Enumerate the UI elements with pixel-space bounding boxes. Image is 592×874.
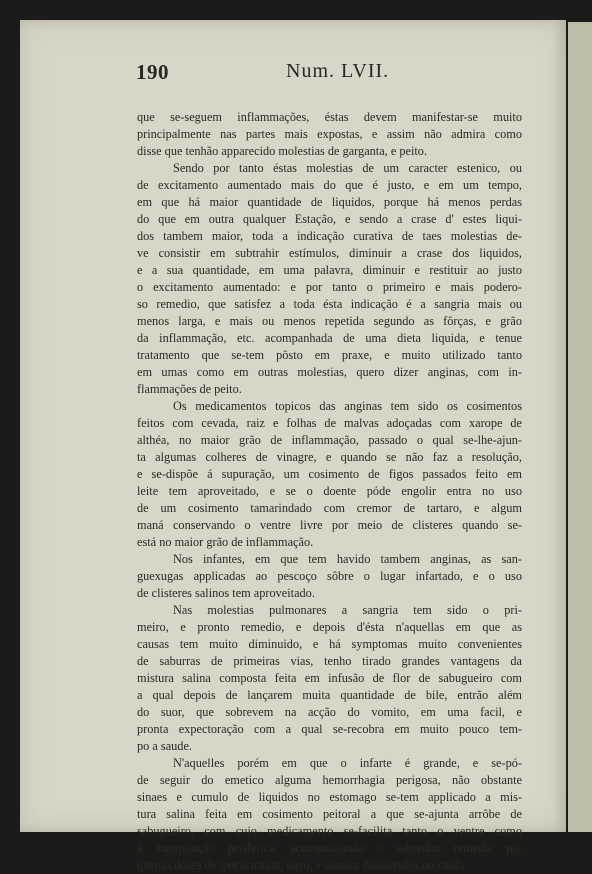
text-line: em umas como em outras molestias, quero dizer anginas, com in- bbox=[137, 365, 522, 379]
text-line: de clisteres salinos tem aproveitado. bbox=[137, 586, 315, 600]
text-line: dos tambem maior, toda a indicação curativa de taes molestias de- bbox=[137, 229, 522, 243]
text-line: ta algumas colheres de vinagre, e quando se não faz a resolução, bbox=[137, 450, 522, 464]
text-line: leite tem aproveitado, e se o doente póde engolir entra no uso bbox=[137, 484, 522, 498]
text-line: do que em outra qualquer Estação, e sendo a crase d' estes liqui- bbox=[137, 212, 522, 226]
text-line: sabugueiro, com cujo medicamento se-facilita tanto o ventre como bbox=[137, 824, 522, 838]
body-text bbox=[137, 109, 522, 874]
text-line: a transpiração periferica, acompanhando o sobredito remedio pe- bbox=[137, 841, 522, 855]
text-line: feitos com cevada, raiz e folhas de malvas adoçadas com xarope de bbox=[137, 416, 522, 430]
text-line: de seguir do emetico alguma hemorrhagia perigosa, não obstante bbox=[137, 773, 522, 787]
paragraph bbox=[137, 602, 522, 755]
text-line: de um cosimento tamarindado com cremor de tartaro, e algum bbox=[137, 501, 522, 515]
text-line: po a saude. bbox=[137, 739, 192, 753]
text-line: so remedio, que satisfez a toda ésta indicação é a sangria mais ou bbox=[137, 297, 522, 311]
text-line: disse que tenhão apparecido molestias de garganta, e peito. bbox=[137, 144, 428, 158]
text-line: pronta expectoração com a qual se-recobra em muito pouco tem- bbox=[137, 722, 522, 736]
text-line: guexugas applicadas ao pescoço sôbre o lugar infartado, e o uso bbox=[137, 569, 522, 583]
text-line: N'aquelles porém em que o infarte é grande, e se-pó- bbox=[173, 756, 522, 770]
text-line: Os medicamentos topicos das anginas tem sido os cosimentos bbox=[173, 399, 522, 413]
paragraph bbox=[137, 755, 522, 874]
next-page-edge bbox=[568, 22, 592, 832]
running-head: Num. LVII. bbox=[286, 60, 390, 82]
text-line: do suor, que sobrevem na acção do vomito, em uma facil, e bbox=[137, 705, 522, 719]
text-line: Sendo por tanto éstas molestias de um caracter estenico, ou bbox=[173, 161, 522, 175]
text-line: quenas dóses de ipecacuanha, nitro, e assucar dissolvidos no caldo bbox=[137, 858, 464, 872]
text-line: em que há maior quantidade de liquidos, porque há menos perdas bbox=[137, 195, 522, 209]
text-line: Nas molestias pulmonares a sangria tem sido o pri- bbox=[173, 603, 522, 617]
text-line: principalmente nas partes mais expostas, e assim não admira como bbox=[137, 127, 522, 141]
text-line: Nos infantes, em que tem havido tambem anginas, as san- bbox=[173, 552, 522, 566]
text-line: a qual depois de lançarem muita quantidade de bile, entrão além bbox=[137, 688, 522, 702]
page-header bbox=[136, 60, 556, 86]
paragraph bbox=[137, 551, 522, 602]
text-line: tratamento que se-tem pôsto em praxe, e muito utilizado tanto bbox=[137, 348, 522, 362]
page-number: 190 bbox=[136, 60, 169, 84]
text-line: de excitamento aumentado mais do que é justo, e em um tempo, bbox=[137, 178, 522, 192]
text-line: da inflammação, etc. acompanhada de uma dieta liquida, e tenue bbox=[137, 331, 522, 345]
paragraph bbox=[137, 160, 522, 398]
text-line: meiro, e pronto remedio, e depois d'ésta n'aquellas em que as bbox=[137, 620, 522, 634]
text-line: de saburras de primeiras vias, tenho tirado grandes vantagens da bbox=[137, 654, 522, 668]
paragraph bbox=[137, 109, 522, 160]
paragraph bbox=[137, 398, 522, 551]
text-line: o excitamento aumentado: e por tanto o primeiro e mais podero- bbox=[137, 280, 522, 294]
text-line: que se-seguem inflammações, éstas devem manifestar-se muito bbox=[137, 110, 522, 124]
text-line: flammações de peito. bbox=[137, 382, 242, 396]
text-line: ve consistir em subtrahir estímulos, diminuir a crase dos liquidos, bbox=[137, 246, 522, 260]
text-line: mistura salina composta feita em infusão de flor de sabugueiro com bbox=[137, 671, 522, 685]
text-line: menos larga, e mais ou menos repetida segundo as fôrças, e grão bbox=[137, 314, 522, 328]
text-line: causas tem muito diminuido, e há symptomas muito convenientes bbox=[137, 637, 522, 651]
text-line: althéa, no maior grão de inflammação, passado o qual se-lhe-ajun- bbox=[137, 433, 522, 447]
text-line: e se-dispõe á supuração, um cosimento de figos passados feito em bbox=[137, 467, 522, 481]
text-line: tura salina feita em cosimento peitoral a que se-ajunta arrôbe de bbox=[137, 807, 522, 821]
text-line: e a sua quantidade, em uma palavra, diminuir e restituir ao justo bbox=[137, 263, 522, 277]
text-line: está no maior grão de inflammação. bbox=[137, 535, 314, 549]
text-line: maná conservando o ventre livre por meio de clisteres quando se- bbox=[137, 518, 522, 532]
text-line: sinaes e cumulo de liquidos no estomago se-tem applicado a mis- bbox=[137, 790, 522, 804]
